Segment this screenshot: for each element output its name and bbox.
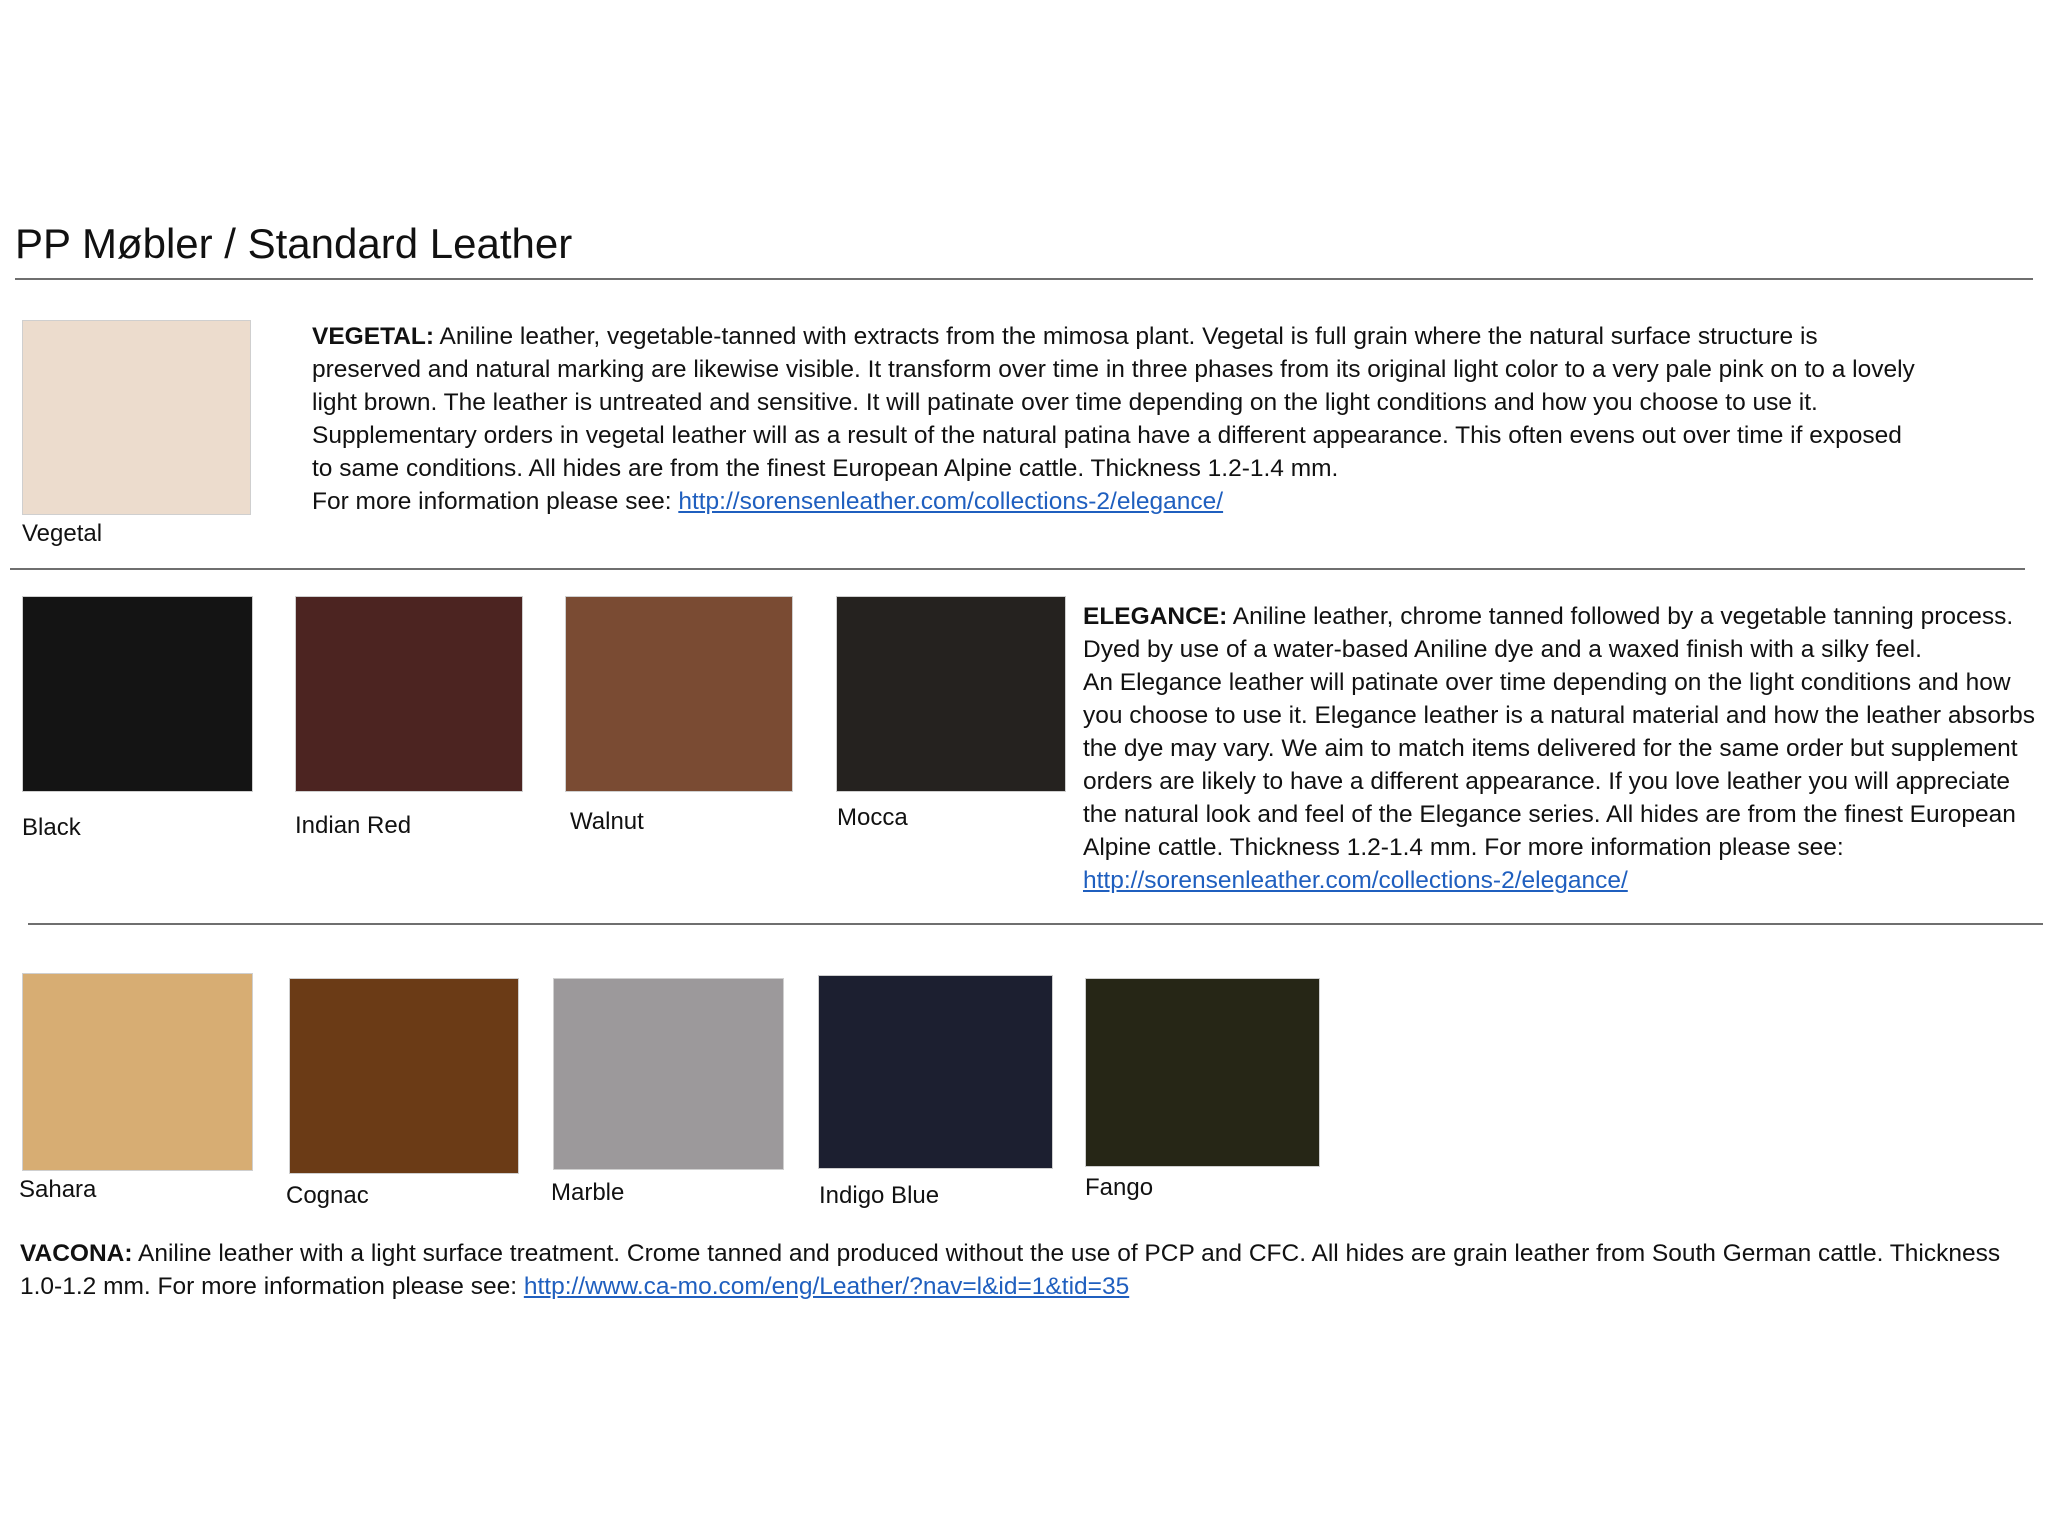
page-title: PP Møbler / Standard Leather xyxy=(15,220,573,267)
swatch-label-walnut: Walnut xyxy=(570,808,644,835)
elegance-divider xyxy=(28,923,2043,925)
elegance-link[interactable]: http://sorensenleather.com/collections-2/elegance/ xyxy=(1083,867,1628,894)
vegetal-description xyxy=(312,320,1922,518)
elegance-heading: ELEGANCE: xyxy=(1083,603,1228,630)
swatch-label-fango: Fango xyxy=(1085,1174,1154,1201)
swatch-label-black: Black xyxy=(22,814,81,841)
swatch-vegetal xyxy=(22,320,251,515)
vacona-link[interactable]: http://www.ca-mo.com/eng/Leather/?nav=l&id=1&tid=35 xyxy=(523,1273,1130,1300)
title-divider xyxy=(15,278,2033,280)
swatch-marble xyxy=(553,978,784,1170)
swatch-label-indian-red: Indian Red xyxy=(295,812,412,839)
swatch-label-sahara: Sahara xyxy=(19,1176,97,1203)
swatch-black xyxy=(22,596,253,792)
swatch-label-cognac: Cognac xyxy=(286,1182,369,1209)
swatch-fango xyxy=(1085,978,1320,1167)
vacona-body: Aniline leather with a light surface treatment. Crome tanned and produced without the use of PCP and CFC. All hides are grain leather from South German cattle. Thickness 1.0-1.2 mm. For more information please see: xyxy=(20,1240,2001,1300)
swatch-indian-red xyxy=(295,596,523,792)
vegetal-body: Aniline leather, vegetable-tanned with extracts from the mimosa plant. Vegetal is full grain where the natural surface structure is preserved and natural marking are likewise visible. It transform over time in three phases from its original light color to a very pale pink on to a lovely light brown. The leather is untreated and sensitive. It will patinate over time depending on the light conditions and how you choose to use it. Supplementary orders in vegetal leather will as a result of the natural patina have a different appearance. This often evens out over time if exposed to same conditions. All hides are from the finest European Alpine cattle. Thickness 1.2-1.4 mm. xyxy=(312,323,1915,482)
vegetal-divider xyxy=(10,568,2025,570)
vegetal-heading: VEGETAL: xyxy=(312,323,435,350)
swatch-indigo-blue xyxy=(818,975,1053,1169)
elegance-body-1: Aniline leather, chrome tanned followed by a vegetable tanning process. Dyed by use of a water-based Aniline dye and a waxed finish with a silky feel. xyxy=(1083,603,2014,663)
swatch-label-marble: Marble xyxy=(551,1179,625,1206)
swatch-walnut xyxy=(565,596,793,792)
swatch-sahara xyxy=(22,973,253,1171)
vegetal-link[interactable]: http://sorensenleather.com/collections-2/elegance/ xyxy=(678,488,1224,515)
swatch-label-mocca: Mocca xyxy=(837,804,908,831)
swatch-label-indigo-blue: Indigo Blue xyxy=(819,1182,940,1209)
swatch-cognac xyxy=(289,978,519,1174)
elegance-description xyxy=(1083,600,2038,897)
vegetal-more-label: For more information please see: xyxy=(312,488,672,515)
swatch-label-vegetal: Vegetal xyxy=(22,520,103,547)
vacona-description xyxy=(20,1237,2010,1303)
swatch-mocca xyxy=(836,596,1066,792)
vacona-heading: VACONA: xyxy=(20,1240,133,1267)
elegance-body-2: An Elegance leather will patinate over time depending on the light conditions and how you choose to use it. Elegance leather is a natural material and how the leather absorbs the dye may vary. We aim to match items delivered for the same order but supplement orders are likely to have a different appearance. If you love leather you will appreciate the natural look and feel of the Elegance series. All hides are from the finest European Alpine cattle. Thickness 1.2-1.4 mm. For more information please see: xyxy=(1083,669,2035,861)
